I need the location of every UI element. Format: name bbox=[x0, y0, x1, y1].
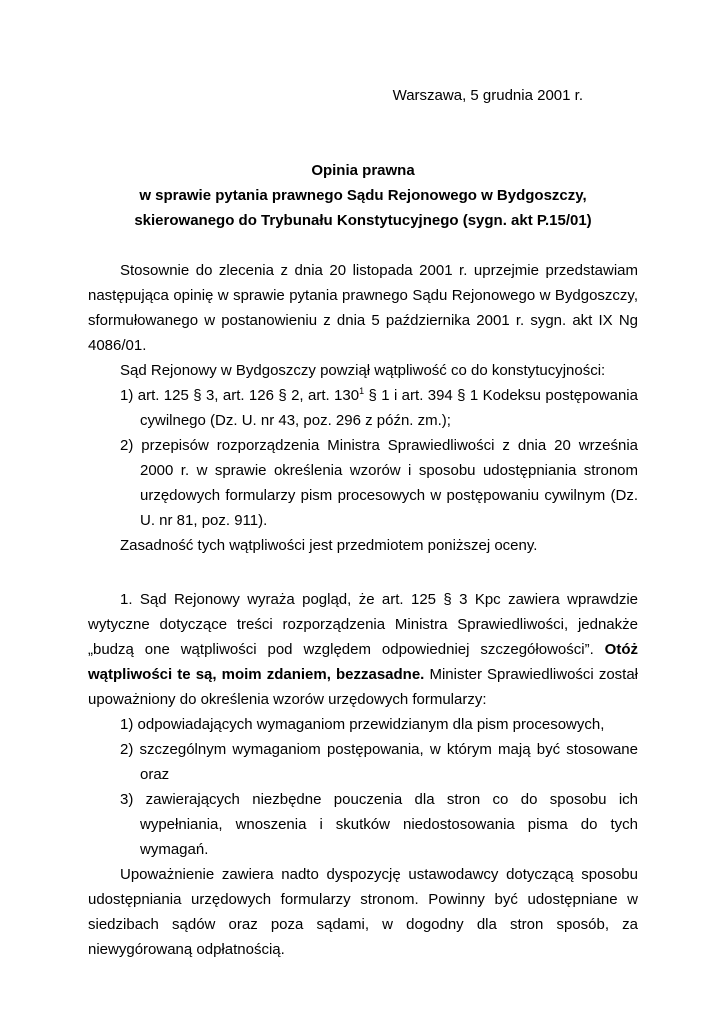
intro-paragraph-2: Sąd Rejonowy w Bydgoszczy powziął wątpliwość co do konstytucyjności: bbox=[120, 362, 606, 379]
intro-paragraph-3: Zasadność tych wątpliwości jest przedmiotem poniższej oceny. bbox=[120, 537, 538, 554]
intro-section bbox=[88, 258, 638, 558]
title-line-2: w sprawie pytania prawnego Sądu Rejonowego w Bydgoszczy, bbox=[139, 187, 587, 204]
section-1 bbox=[88, 587, 638, 962]
document-title bbox=[88, 158, 638, 233]
section-1-bold-statement: Otóż wątpliwości te są, moim zdaniem, bezzasadne. bbox=[88, 641, 638, 683]
document-date: Warszawa, 5 grudnia 2001 r. bbox=[392, 87, 583, 104]
title-line-3: skierowanego do Trybunału Konstytucyjnego (sygn. akt P.15/01) bbox=[134, 212, 592, 229]
section-1-paragraph-1 bbox=[88, 587, 638, 712]
section-1-list-item-2: 2) szczególnym wymaganiom postępowania, w którym mają być stosowane oraz bbox=[120, 741, 638, 783]
title-line-1: Opinia prawna bbox=[311, 162, 415, 179]
section-1-paragraph-1-text-a: 1. Sąd Rejonowy wyraża pogląd, że art. 125 § 3 Kpc zawiera wprawdzie wytyczne dotyczące treści rozporządzenia Ministra Sprawiedliwości, jednakże „budzą one wątpliwości pod względem odpowiedniej szczegółowości”. bbox=[88, 591, 638, 658]
intro-list-item-1 bbox=[88, 383, 638, 433]
section-1-list-item-1: 1) odpowiadających wymaganiom przewidzianym dla pism procesowych, bbox=[120, 716, 605, 733]
superscript: 1 bbox=[359, 386, 365, 396]
intro-list-item-2: 2) przepisów rozporządzenia Ministra Sprawiedliwości z dnia 20 września 2000 r. w sprawie określenia wzorów i sposobu udostępniania stronom urzędowych formularzy pism procesowych w postępowaniu cywilnym (Dz. U. nr 81, poz. 911). bbox=[120, 437, 638, 529]
section-1-list-item-3: 3) zawierających niezbędne pouczenia dla stron co do sposobu ich wypełniania, wnoszenia i skutków niedostosowania pisma do tych wymagań. bbox=[120, 791, 638, 858]
intro-list-item-1-text-a: 1) art. 125 § 3, art. 126 § 2, art. 130 bbox=[120, 387, 360, 404]
intro-paragraph-1: Stosownie do zlecenia z dnia 20 listopada 2001 r. uprzejmie przedstawiam następująca opinię w sprawie pytania prawnego Sądu Rejonowego w Bydgoszczy, sformułowanego w postanowieniu z dnia 5 października 2001 r. sygn. akt IX Ng 4086/01. bbox=[88, 262, 638, 354]
section-1-paragraph-1-text-b: Minister Sprawiedliwości został upoważniony do określenia wzorów urzędowych formularzy: bbox=[88, 666, 639, 708]
section-1-paragraph-2: Upoważnienie zawiera nadto dyspozycję ustawodawcy dotyczącą sposobu udostępniania urzędowych formularzy stronom. Powinny być udostępniane w siedzibach sądów oraz poza sądami, w dogodny dla stron sposób, za niewygórowaną odpłatnością. bbox=[88, 866, 638, 958]
intro-list-item-1-text-b: § 1 i art. 394 § 1 Kodeksu postępowania cywilnego (Dz. U. nr 43, poz. 296 z późn. zm.); bbox=[140, 387, 638, 429]
